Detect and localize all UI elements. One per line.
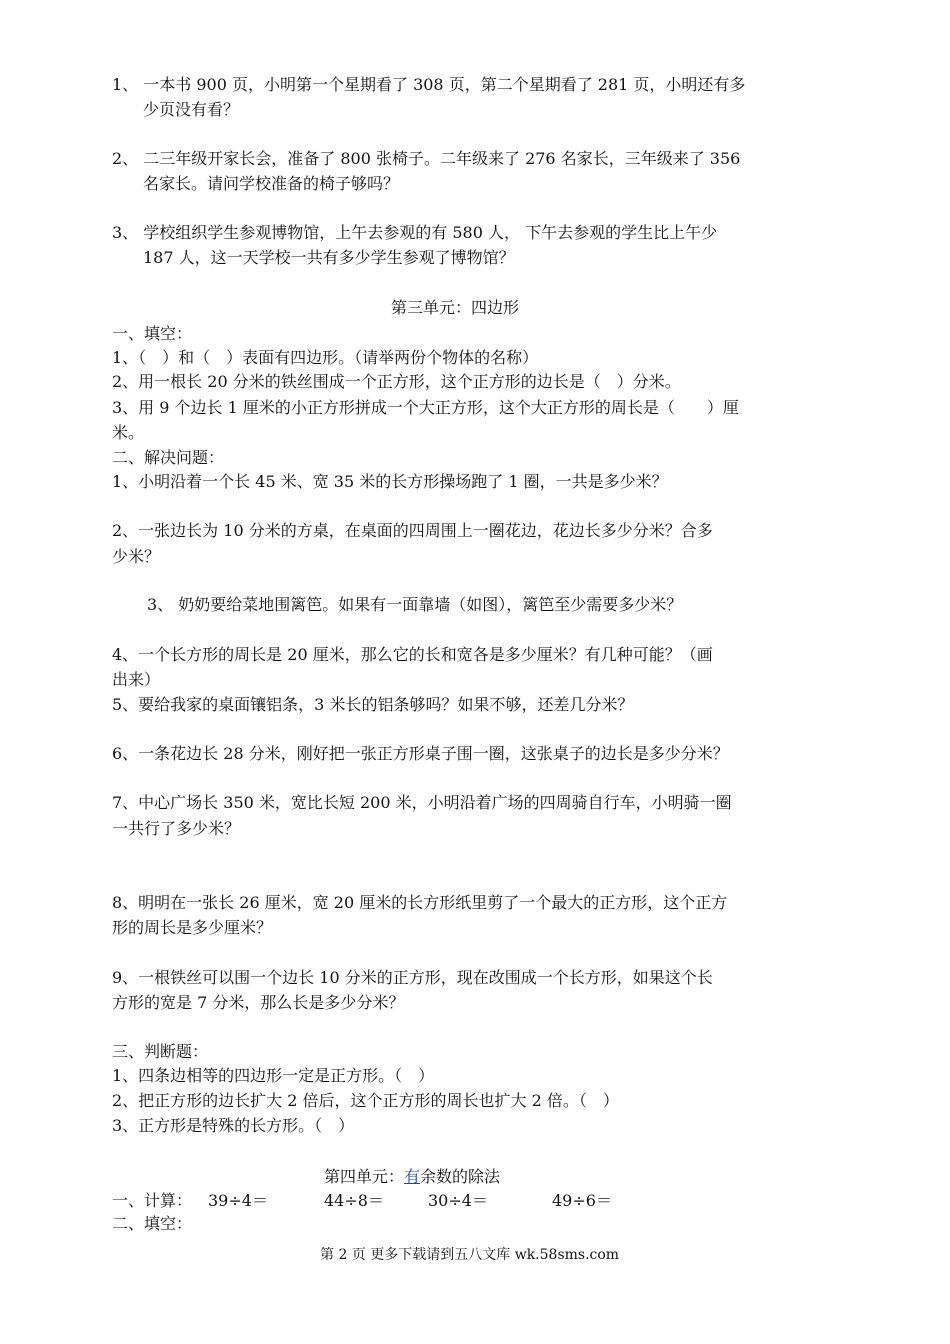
- unit-4-title-suffix: 余数的除法: [420, 1167, 501, 1186]
- unit-3-title: 第三单元：四边形: [391, 298, 520, 317]
- solve-question-1: 1、小明沿着一个长 45 米、宽 35 米的长方形操场跑了 1 圈，一共是多少米？: [112, 472, 668, 491]
- solve-question-5: 5、要给我家的桌面镶铝条，3 米长的铝条够吗？如果不够，还差几分米？: [112, 695, 634, 714]
- calc-item: 30÷4＝: [428, 1191, 488, 1210]
- problem-2-line-1: 2、 二三年级开家长会，准备了 800 张椅子。二年级来了 276 名家长，三年级来了 356: [112, 149, 741, 168]
- problem-3-line-2: 187 人，这一天学校一共有多少学生参观了博物馆？: [143, 248, 515, 267]
- solve-question-8-line-1: 8、明明在一张长 26 厘米，宽 20 厘米的长方形纸里剪了一个最大的正方形，这个正方: [112, 893, 728, 912]
- solve-question-4-line-1: 4、一个长方形的周长是 20 厘米，那么它的长和宽各是多少厘米？有几种可能？（画: [112, 645, 713, 664]
- solve-question-7-line-2: 一共行了多少米？: [112, 819, 241, 838]
- fill-heading: 一、填空：: [112, 324, 193, 343]
- fill-question-3-line-2: 米。: [112, 423, 145, 442]
- judge-heading: 三、判断题：: [112, 1042, 209, 1061]
- calc-item: 39÷4＝: [208, 1191, 268, 1210]
- fill-question-1: 1、（ ）和（ ）表面有四边形。（请举两份个物体的名称）: [112, 348, 539, 367]
- calc-item: 44÷8＝: [324, 1191, 384, 1210]
- solve-question-2-line-2: 少米？: [112, 547, 161, 566]
- calc-heading: 一、计算：: [112, 1191, 193, 1210]
- solve-question-8-line-2: 形的周长是多少厘米？: [112, 918, 273, 937]
- problem-1-line-1: 1、 一本书 900 页，小明第一个星期看了 308 页，第二个星期看了 281 页，小明还有多: [112, 75, 746, 94]
- problem-3-line-1: 3、 学校组织学生参观博物馆，上午去参观的有 580 人， 下午去参观的学生比上午少: [112, 223, 718, 242]
- unit-4-title: [324, 1165, 500, 1189]
- problem-1-line-2: 少页没有看？: [143, 100, 240, 119]
- fill-heading-unit-4: 二、填空：: [112, 1214, 193, 1233]
- calc-item: 49÷6＝: [552, 1191, 612, 1210]
- judge-question-3: 3、正方形是特殊的长方形。（ ）: [112, 1116, 355, 1135]
- solve-heading: 二、解决问题：: [112, 448, 225, 467]
- fill-question-3-line-1: 3、用 9 个边长 1 厘米的小正方形拼成一个大正方形，这个大正方形的周长是（ ）厘: [112, 398, 739, 417]
- solve-question-3: 3、 奶奶要给菜地围篱笆。如果有一面靠墙（如图），篱笆至少需要多少米？: [147, 595, 683, 614]
- unit-4-title-link[interactable]: 有: [404, 1167, 421, 1186]
- fill-question-2: 2、用一根长 20 分米的铁丝围成一个正方形，这个正方形的边长是（ ）分米。: [112, 372, 681, 391]
- solve-question-6: 6、一条花边长 28 分米，刚好把一张正方形桌子围一圈，这张桌子的边长是多少分米？: [112, 744, 729, 763]
- solve-question-9-line-2: 方形的宽是 7 分米，那么长是多少分米？: [112, 993, 405, 1012]
- page-footer: 第 2 页 更多下载请到五八文库 wk.58sms.com: [320, 1247, 620, 1263]
- problem-2-line-2: 名家长。请问学校准备的椅子够吗？: [143, 174, 400, 193]
- unit-4-title-prefix: 第四单元：: [324, 1167, 405, 1186]
- solve-question-4-line-2: 出来）: [112, 670, 161, 689]
- solve-question-7-line-1: 7、中心广场长 350 米，宽比长短 200 米，小明沿着广场的四周骑自行车，小明骑一圈: [112, 793, 732, 812]
- solve-question-2-line-1: 2、一张边长为 10 分米的方桌，在桌面的四周围上一圈花边，花边长多少分米？合多: [112, 521, 713, 540]
- judge-question-2: 2、把正方形的边长扩大 2 倍后，这个正方形的周长也扩大 2 倍。（ ）: [112, 1091, 619, 1110]
- judge-question-1: 1、四条边相等的四边形一定是正方形。（ ）: [112, 1066, 435, 1085]
- solve-question-9-line-1: 9、一根铁丝可以围一个边长 10 分米的正方形，现在改围成一个长方形，如果这个长: [112, 968, 713, 987]
